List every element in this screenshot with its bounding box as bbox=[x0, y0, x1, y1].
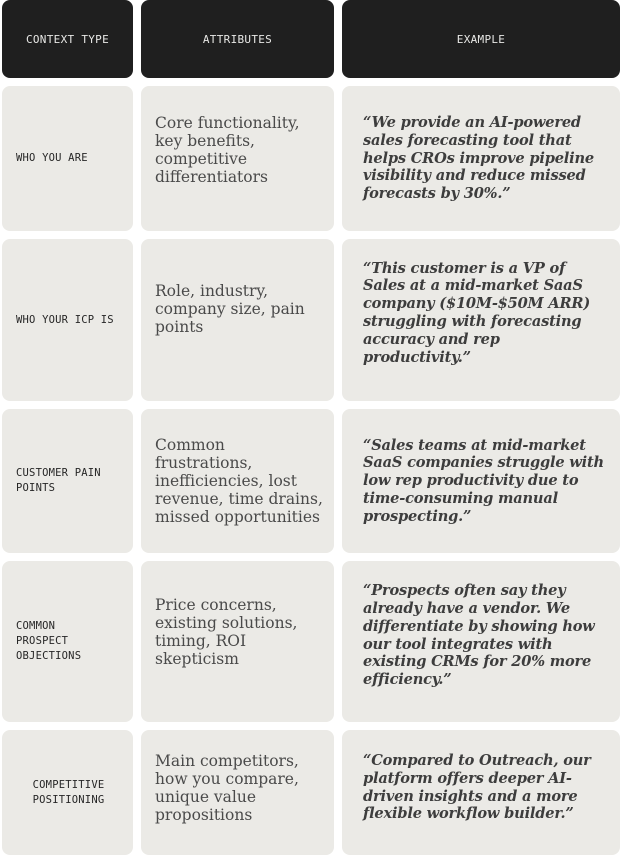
row-competitive-positioning-context bbox=[2, 730, 133, 855]
row-who-you-are-example bbox=[342, 86, 620, 231]
attributes-text: Main competitors, how you compare, unique value propositions bbox=[155, 751, 299, 824]
context-type-label: WHO YOU ARE bbox=[16, 152, 88, 164]
example-text: “This customer is a VP of Sales at a mid-market SaaS company ($10M-$50M ARR) struggling with forecasting accuracy and rep productivity.” bbox=[363, 259, 591, 366]
header-example-label: EXAMPLE bbox=[456, 32, 506, 46]
attributes-text: Common frustrations, inefficiencies, lost revenue, time drains, missed opportunities bbox=[155, 436, 323, 526]
row-common-prospect-objections-attributes bbox=[141, 561, 334, 722]
row-who-you-are-context bbox=[2, 86, 133, 231]
row-customer-pain-points-attributes bbox=[141, 409, 334, 553]
row-common-prospect-objections-context bbox=[2, 561, 133, 722]
header-context-type bbox=[2, 0, 133, 78]
row-who-your-icp-is-attributes bbox=[141, 239, 334, 401]
context-type-label: COMPETITIVE POSITIONING bbox=[32, 778, 105, 806]
attributes-text: Role, industry, company size, pain points bbox=[155, 282, 305, 336]
row-who-you-are-attributes bbox=[141, 86, 334, 231]
row-who-your-icp-is-context bbox=[2, 239, 133, 401]
row-common-prospect-objections-example bbox=[342, 561, 620, 722]
example-text: “We provide an AI-powered sales forecasting tool that helps CROs improve pipeline visibility and reduce missed forecasts by 30%.” bbox=[363, 114, 594, 203]
row-competitive-positioning-attributes bbox=[141, 730, 334, 855]
context-type-label: WHO YOUR ICP IS bbox=[16, 313, 114, 326]
header-context-type-label: CONTEXT TYPE bbox=[25, 32, 110, 46]
header-attributes-label: ATTRIBUTES bbox=[202, 32, 273, 46]
attributes-text: Core functionality, key benefits, competitive differentiators bbox=[155, 113, 300, 186]
example-text: “Compared to Outreach, our platform offers deeper AI-driven insights and a more flexible workflow builder.” bbox=[363, 751, 591, 823]
header-attributes bbox=[141, 0, 334, 78]
row-customer-pain-points-context bbox=[2, 409, 133, 553]
context-table bbox=[2, 0, 620, 855]
row-who-your-icp-is-example bbox=[342, 239, 620, 401]
header-example bbox=[342, 0, 620, 78]
context-type-label: CUSTOMER PAIN POINTS bbox=[16, 467, 101, 494]
example-text: “Sales teams at mid-market SaaS companies struggle with low rep productivity due to time-consuming manual prospecting.” bbox=[363, 436, 604, 525]
row-customer-pain-points-example bbox=[342, 409, 620, 553]
row-competitive-positioning-example bbox=[342, 730, 620, 855]
context-type-label: COMMON PROSPECT OBJECTIONS bbox=[16, 620, 82, 662]
example-text: “Prospects often say they already have a vendor. We differentiate by showing how our tool integrates with existing CRMs for 20% more efficiency.” bbox=[363, 582, 595, 689]
attributes-text: Price concerns, existing solutions, timing, ROI skepticism bbox=[155, 595, 298, 668]
